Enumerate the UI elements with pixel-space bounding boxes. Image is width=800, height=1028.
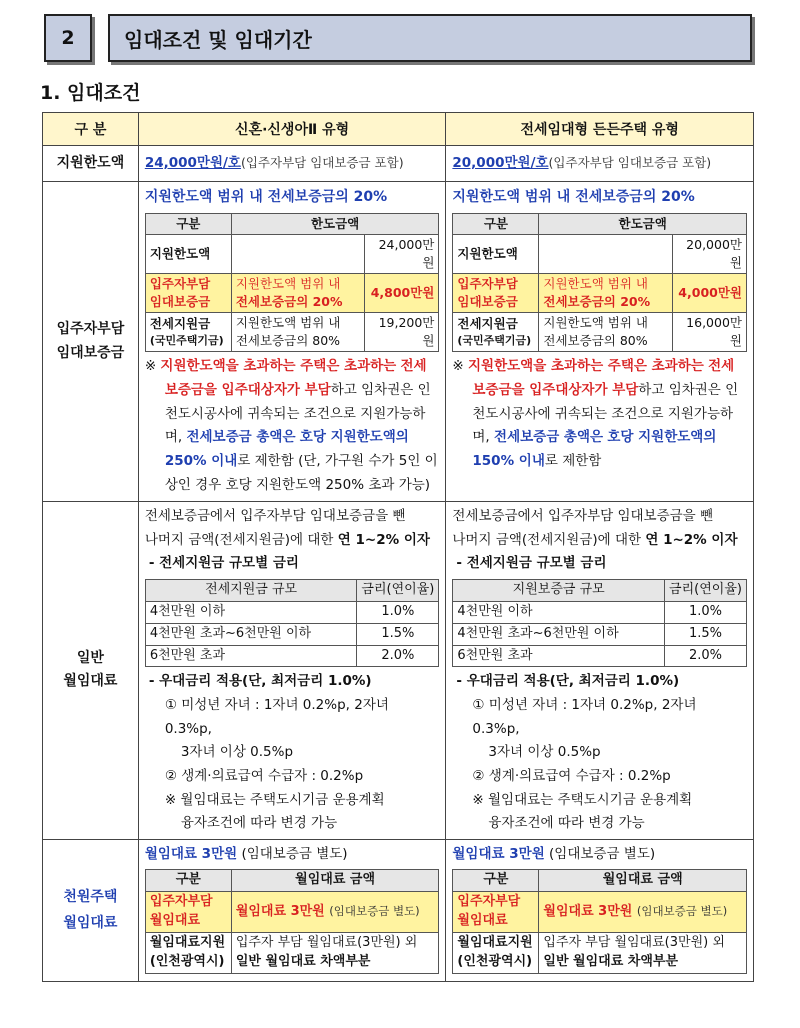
inner-desc: 지원한도액 범위 내 전세보증금의 20% xyxy=(231,273,365,312)
inner-value: 4,000만원 xyxy=(673,273,747,312)
section-header xyxy=(44,14,752,62)
deposit-b-note: ※ 지원한도액을 초과하는 주택은 초과하는 전세보증금을 입주대상자가 부담하고 임차권은 인천도시공사에 귀속되는 조건으로 지원가능하며, 전세보증금 총액은 호당 지원한도액의 150% 이내로 제한함 xyxy=(452,358,739,469)
rental-conditions-table xyxy=(42,112,754,982)
inner-label: 전세지원금 (국민주택기금) xyxy=(453,313,539,352)
rent-a: 전세보증금에서 입주자부담 임대보증금을 뺀 나머지 금액(전세지원금)에 대한 연 1~2% 이자 - 전세지원금 규모별 금리 전세지원금 규모 금리(연이율) 4천만원 이하 1.0% 4천만원 초과~6천만원 이하 1.5% 6천만원 초과 2.0% - 우대금리 적용(단, 최저금리 1.0%) ① 미성년 자녀 : 1자녀 0.2%p, 2자녀 0.3%p, 3자녀 이상 0.5%p ② 생계·의료급여 수급자 : 0.2%p ※ 월임대료는 주택도시기금 운용계획 융자조건에 따라 변경 가능 xyxy=(138,502,446,840)
deposit-b xyxy=(446,182,754,502)
limit-a-amount: 24,000만원/호 xyxy=(144,154,241,171)
limit-row xyxy=(43,146,754,182)
deposit-label-line1: 입주자부담 xyxy=(56,320,125,337)
inner-label: 지원한도액 xyxy=(145,234,231,273)
inner-desc: 지원한도액 범위 내 전세보증금의 80% xyxy=(539,313,673,352)
table-row: 4천만원 이하 1.0% xyxy=(145,601,439,623)
col-header-type-b: 전세임대형 든든주택 유형 xyxy=(446,113,754,146)
limit-b xyxy=(446,146,754,182)
deposit-label-line2: 임대보증금 xyxy=(56,344,125,361)
table-row: 6천만원 초과 2.0% xyxy=(145,645,439,667)
inner-header: 구분 xyxy=(453,213,539,234)
table-row: 4천만원 초과~6천만원 이하 1.5% xyxy=(453,623,747,645)
inner-label: 입주자부담 임대보증금 xyxy=(453,273,539,312)
table-row: 6천만원 초과 2.0% xyxy=(453,645,747,667)
inner-desc: 지원한도액 범위 내 전세보증금의 80% xyxy=(231,313,365,352)
inner-header: 한도금액 xyxy=(231,213,439,234)
inner-label: 전세지원금 (국민주택기금) xyxy=(145,313,231,352)
inner-value: 20,000만원 xyxy=(673,234,747,273)
won-inner-table-a: 구분 월임대료 금액 입주자부담 월임대료 월임대료 3만원 (임대보증금 별도) 월임대료지원 (인천광역시) 입주자 부담 월임대료(3만원) 외 일반 월임대료 차액부분 xyxy=(145,869,440,973)
subsection-title: 1. 임대조건 xyxy=(40,82,141,104)
won-rent-b xyxy=(446,839,754,981)
rent-row xyxy=(43,502,754,840)
won-rent-label: 천원주택 월임대료 xyxy=(43,839,139,981)
col-header-type-a: 신혼·신생아Ⅱ 유형 xyxy=(138,113,446,146)
table-row: 4천만원 초과~6천만원 이하 1.5% xyxy=(145,623,439,645)
deposit-a-inner-table xyxy=(145,213,440,353)
limit-a xyxy=(138,146,446,182)
section-number: 2 xyxy=(44,14,92,62)
limit-a-note: (입주자부담 임대보증금 포함) xyxy=(240,154,404,170)
deposit-row xyxy=(43,182,754,502)
inner-value: 24,000만원 xyxy=(365,234,439,273)
inner-value: 19,200만원 xyxy=(365,313,439,352)
rent-intro: 나머지 금액(전세지원금)에 대한 연 1~2% 이자 xyxy=(452,531,738,548)
rate-table-b: 지원보증금 규모 금리(연이율) 4천만원 이하 1.0% 4천만원 초과~6천만원 이하 1.5% 6천만원 초과 2.0% xyxy=(452,579,747,667)
rent-b: 전세보증금에서 입주자부담 임대보증금을 뺀 나머지 금액(전세지원금)에 대한 연 1~2% 이자 - 전세지원금 규모별 금리 지원보증금 규모 금리(연이율) 4천만원 이하 1.0% 4천만원 초과~6천만원 이하 1.5% 6천만원 초과 2.0% - 우대금리 적용(단, 최저금리 1.0%) ① 미성년 자녀 : 1자녀 0.2%p, 2자녀 0.3%p, 3자녀 이상 0.5%p ② 생계·의료급여 수급자 : 0.2%p ※ 월임대료는 주택도시기금 운용계획 융자조건에 따라 변경 가능 xyxy=(446,502,754,840)
deposit-b-inner-table xyxy=(452,213,747,353)
won-inner-table-b: 구분 월임대료 금액 입주자부담 월임대료 월임대료 3만원 (임대보증금 별도) 월임대료지원 (인천광역시) 입주자 부담 월임대료(3만원) 외 일반 월임대료 차액부분 xyxy=(452,869,747,973)
section-header-title: 임대조건 및 임대기간 xyxy=(108,14,752,62)
rent-intro: 전세보증금에서 입주자부담 임대보증금을 뺀 xyxy=(452,508,714,525)
deposit-b-headline: 지원한도액 범위 내 전세보증금의 20% xyxy=(452,189,695,205)
won-headline: 월임대료 3만원 (임대보증금 별도) xyxy=(452,845,656,862)
inner-value: 16,000만원 xyxy=(673,313,747,352)
table-row: 4천만원 이하 1.0% xyxy=(453,601,747,623)
rent-pref-title: - 우대금리 적용(단, 최저금리 1.0%) xyxy=(148,673,372,690)
rent-intro: 나머지 금액(전세지원금)에 대한 연 1~2% 이자 xyxy=(144,531,430,548)
rent-label: 일반 월임대료 xyxy=(43,502,139,840)
rent-scale-title: - 전세지원금 규모별 금리 xyxy=(148,555,299,572)
inner-desc: 지원한도액 범위 내 전세보증금의 20% xyxy=(539,273,673,312)
deposit-a-headline: 지원한도액 범위 내 전세보증금의 20% xyxy=(144,189,388,205)
rent-scale-title: - 전세지원금 규모별 금리 xyxy=(456,555,607,572)
inner-value: 4,800만원 xyxy=(365,273,439,312)
inner-header: 한도금액 xyxy=(539,213,747,234)
inner-header: 구분 xyxy=(145,213,231,234)
deposit-label xyxy=(43,182,139,502)
rent-pref-title: - 우대금리 적용(단, 최저금리 1.0%) xyxy=(456,673,680,690)
won-rent-a xyxy=(138,839,446,981)
inner-label: 지원한도액 xyxy=(453,234,539,273)
limit-b-note: (입주자부담 임대보증금 포함) xyxy=(548,154,712,170)
inner-label: 입주자부담 임대보증금 xyxy=(145,273,231,312)
won-rent-row xyxy=(43,839,754,981)
deposit-a-note: ※ 지원한도액을 초과하는 주택은 초과하는 전세보증금을 입주대상자가 부담하고 임차권은 인천도시공사에 귀속되는 조건으로 지원가능하며, 전세보증금 총액은 호당 지원한도액의 250% 이내로 제한함 (단, 가구원 수가 5인 이상인 경우 호당 지원한도액 250% 초과 가능) xyxy=(144,358,438,493)
won-headline: 월임대료 3만원 (임대보증금 별도) xyxy=(144,845,348,862)
deposit-a xyxy=(138,182,446,502)
rate-table-a: 전세지원금 규모 금리(연이율) 4천만원 이하 1.0% 4천만원 초과~6천만원 이하 1.5% 6천만원 초과 2.0% xyxy=(145,579,440,667)
rent-intro: 전세보증금에서 입주자부담 임대보증금을 뺀 xyxy=(144,508,406,525)
limit-label: 지원한도액 xyxy=(43,146,139,182)
limit-b-amount: 20,000만원/호 xyxy=(452,154,549,171)
col-header-category: 구 분 xyxy=(43,113,139,146)
table-header-row xyxy=(43,113,754,146)
